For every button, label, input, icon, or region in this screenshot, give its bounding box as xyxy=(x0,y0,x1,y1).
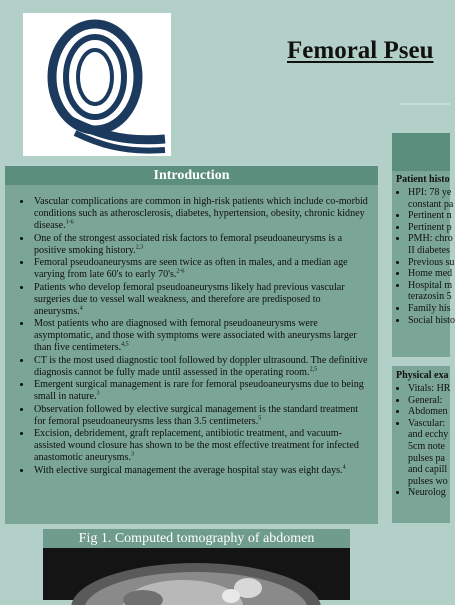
patient-history-list xyxy=(392,185,455,326)
bullet-text: Observation followed by elective surgical management is the standard treatment for femoral pseudoaneurysms less than 3.5 centimeters. xyxy=(34,403,359,427)
figure-caption: Fig 1. Computed tomography of abdomen xyxy=(43,529,350,548)
intro-bullet xyxy=(32,257,370,281)
bullet-text: Excision, debridement, graft replacement, antibiotic treatment, and vacuum-assisted wound closure has shown to be the most effective treatment for infected anastomotic aneurysms. xyxy=(34,428,359,464)
bullet-ref: 2,5 xyxy=(309,366,318,373)
intro-bullet xyxy=(32,282,370,318)
patient-history-panel xyxy=(392,171,455,357)
bullet-ref: 1-6 xyxy=(65,219,74,226)
exam-item-continued: pulses wo xyxy=(408,475,448,487)
history-item: • Social histo xyxy=(408,315,450,327)
exam-item: • General: xyxy=(408,395,450,407)
bullet-text: One of the strongest associated risk factors to femoral pseudoaneurysms is a positive smoking history. xyxy=(34,232,343,256)
intro-bullet xyxy=(32,428,370,464)
ct-scan-graphic xyxy=(43,548,350,600)
history-item-continued: constant pa xyxy=(408,198,454,210)
physical-exam-list xyxy=(392,381,450,499)
history-item: • Family his xyxy=(408,303,450,315)
bullet-text: Patients who develop femoral pseudoaneurysms likely had previous vascular surgeries due to vessel wall weakness, and therefore are predisposed to aneurysms. xyxy=(34,281,345,317)
title-divider xyxy=(400,103,450,105)
intro-bullet xyxy=(32,465,370,477)
introduction-heading: Introduction xyxy=(5,166,378,185)
bullet-ref: 2,3 xyxy=(135,244,144,251)
exam-item-continued: 5cm note xyxy=(408,440,445,452)
history-item: • Pertinent p xyxy=(408,222,450,234)
bullet-ref: 3 xyxy=(96,390,100,397)
intro-bullet xyxy=(32,196,370,232)
introduction-panel xyxy=(5,166,378,524)
bullet-ref: 2-6 xyxy=(176,268,185,275)
ct-scan-image xyxy=(43,548,350,600)
history-item: • PMH: chro xyxy=(408,233,450,245)
history-item: • Hospital m xyxy=(408,280,450,292)
bullet-text: Vascular complications are common in high-risk patients which include co-morbid conditions such as atherosclerosis, diabetes, hypertension, obesity, chronic kidney disease. xyxy=(34,196,368,232)
bullet-text: Emergent surgical management is rare for femoral pseudoaneurysms due to being small in nature. xyxy=(34,379,364,403)
history-item-continued: terazosin 5 xyxy=(408,291,452,303)
exam-item-continued: pulses pa xyxy=(408,452,445,464)
history-item: • HPI: 78 ye xyxy=(408,187,450,199)
exam-item-continued: and capill xyxy=(408,464,448,476)
bullet-text: Most patients who are diagnosed with femoral pseudoaneurysms were asymptomatic, and those with symptoms were associated with aneurysms larger than five centimeters. xyxy=(34,318,357,354)
history-item: • Previous su xyxy=(408,257,450,269)
physical-exam-panel xyxy=(392,366,450,523)
bullet-ref: 4,5 xyxy=(121,341,129,348)
bullet-text: With elective surgical management the average hospital stay was eight days. xyxy=(34,464,343,476)
intro-bullet xyxy=(32,318,370,354)
exam-item: • Abdomen xyxy=(408,406,450,418)
intro-bullet xyxy=(32,233,370,257)
bullet-text: Femoral pseudoaneurysms are seen twice as often in males, and a median age varying from late 60's to early 70's. xyxy=(34,257,348,281)
history-item: • Home med xyxy=(408,268,450,280)
bullet-ref: 4 xyxy=(342,464,346,471)
poster-title: Femoral Pseu xyxy=(287,37,434,64)
bullet-ref: 4 xyxy=(79,305,83,312)
bullet-ref: 5 xyxy=(258,415,262,422)
introduction-list xyxy=(5,185,378,477)
history-item: • Pertinent n xyxy=(408,210,450,222)
exam-item: • Neurolog xyxy=(408,487,450,499)
q-logo-icon xyxy=(23,13,171,156)
physical-exam-heading: Physical exa xyxy=(396,370,449,381)
exam-item: • Vascular: xyxy=(408,418,450,430)
intro-bullet xyxy=(32,355,370,379)
patient-history-heading: Patient histo xyxy=(396,174,450,185)
q-logo xyxy=(23,13,171,156)
intro-bullet xyxy=(32,404,370,428)
exam-item-continued: and ecchy xyxy=(408,429,449,441)
history-item-continued: II diabetes xyxy=(408,244,450,256)
bullet-text: CT is the most used diagnostic tool followed by doppler ultrasound. The definitive diagnosis cannot be fully made until assessed in the operating room. xyxy=(34,354,368,378)
exam-item: • Vitals: HR xyxy=(408,383,450,395)
intro-bullet xyxy=(32,379,370,403)
bullet-ref: 3 xyxy=(131,451,134,458)
case-header-bar xyxy=(392,133,450,171)
